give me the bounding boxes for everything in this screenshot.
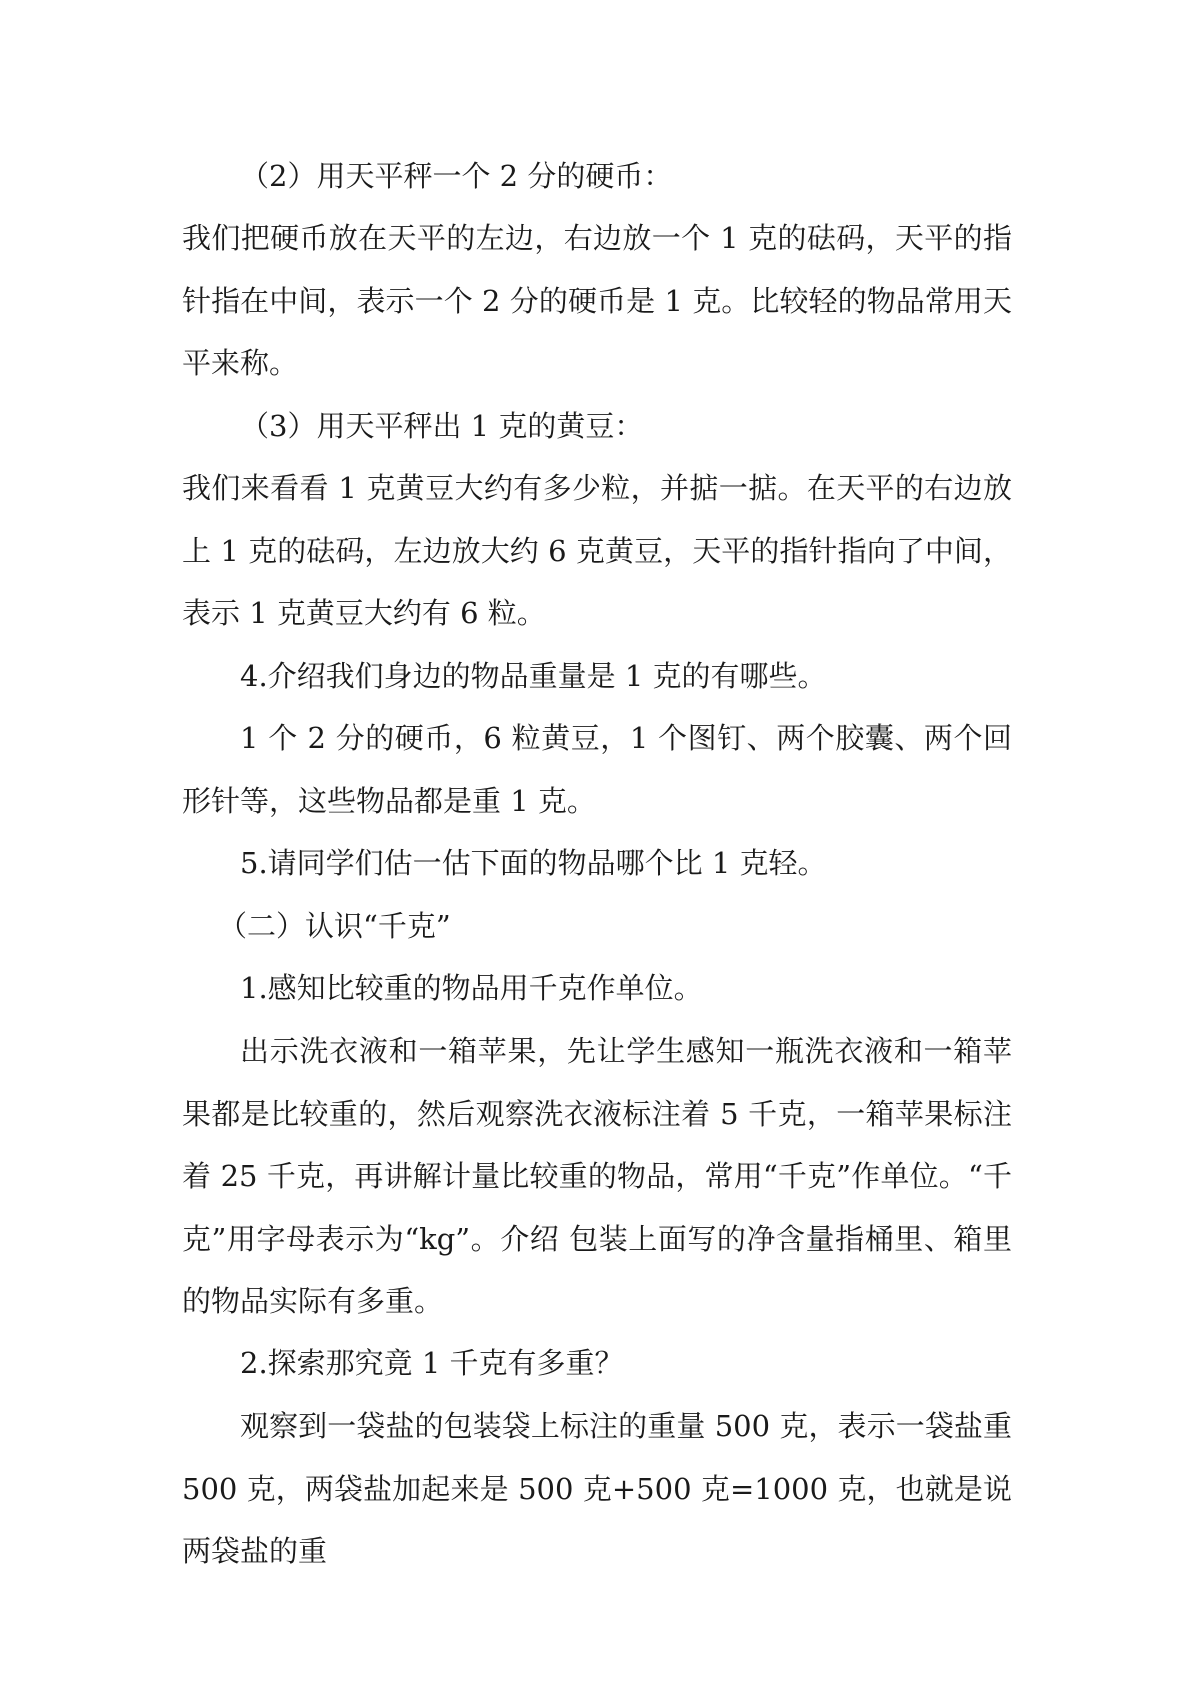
heading-weigh-soybeans: （3）用天平秤出 1 克的黄豆： [240,409,644,443]
heading-weigh-coin: （2）用天平秤一个 2 分的硬币： [240,159,673,193]
item-5-estimate: 5.请同学们估一估下面的物品哪个比 1 克轻。 [240,846,827,880]
item-4-introduce-objects: 4.介绍我们身边的物品重量是 1 克的有哪些。 [240,659,827,693]
paragraph-soybeans-explanation: 我们来看看 1 克黄豆大约有多少粒，并掂一掂。在天平的右边放上 1 克的砝码，左边放大约 6 克黄豆，天平的指针指向了中间，表示 1 克黄豆大约有 6 粒。 [182,471,1012,630]
item-1-perceive-kilogram: 1.感知比较重的物品用千克作单位。 [240,971,703,1005]
paragraph-coin-explanation: 我们把硬币放在天平的左边，右边放一个 1 克的砝码，天平的指针指在中间，表示一个 2 分的硬币是 1 克。比较轻的物品常用天平来称。 [182,221,1012,380]
item-2-explore-kilogram: 2.探索那究竟 1 千克有多重？ [240,1346,624,1380]
paragraph-salt-explanation: 观察到一袋盐的包装袋上标注的重量 500 克，表示一袋盐重 500 克，两袋盐加起来是 500 克+500 克=1000 克，也就是说两袋盐的重 [182,1409,1012,1568]
section-heading-kilogram: （二）认识“千克” [218,909,451,943]
paragraph-kilogram-explanation: 出示洗衣液和一箱苹果，先让学生感知一瓶洗衣液和一箱苹果都是比较重的，然后观察洗衣液标注着 5 千克，一箱苹果标注着 25 千克，再讲解计量比较重的物品，常用“千克”作单位。“千克”用字母表示为“kg”。介绍 包装上面写的净含量指桶里、箱里的物品实际有多重。 [182,1034,1012,1318]
paragraph-one-gram-objects: 1 个 2 分的硬币，6 粒黄豆，1 个图钉、两个胶囊、两个回形针等，这些物品都是重 1 克。 [182,721,1012,818]
